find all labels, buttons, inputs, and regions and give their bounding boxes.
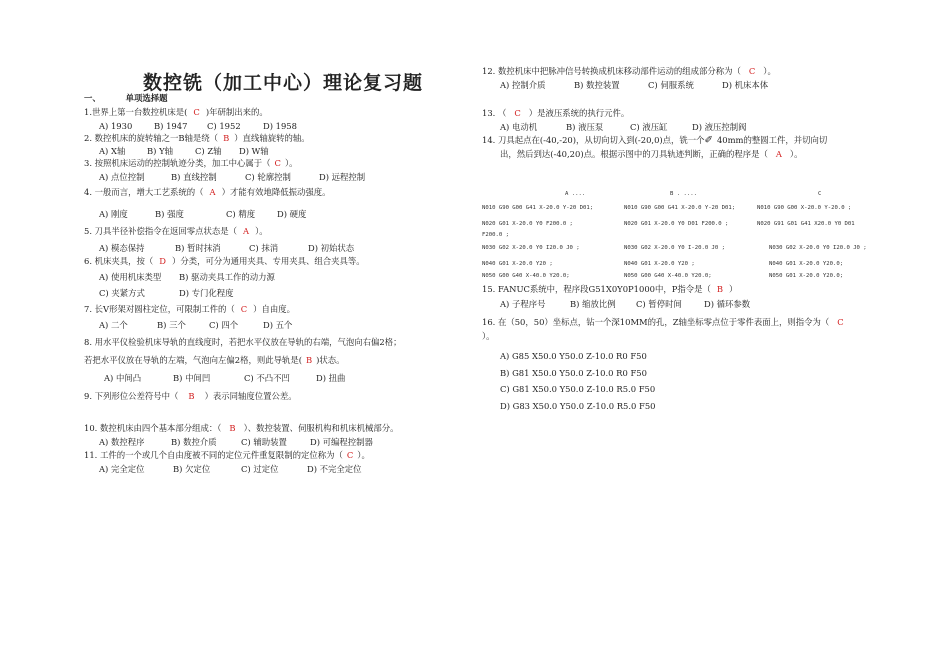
question-text: 13. （ (482, 108, 507, 118)
option: A) 中间凸 (104, 373, 142, 383)
question-text: 1.世界上第一台数控机床是( (84, 107, 188, 117)
option: A) G85 X50.0 Y50.0 Z-10.0 R0 F50 (500, 351, 647, 361)
question-1 (84, 107, 268, 118)
program-c (757, 204, 855, 228)
question-text: 16. 在（50，50）坐标点，钻一个深10MM的孔，Z轴坐标零点位于零件表面上，则指令为（ (482, 317, 830, 327)
program-line: N030 G02 X-20.0 Y0 I20.0 J0 ; (769, 245, 867, 251)
program-line: N020 G01 X-20.0 Y0 D01 F200.0 ; (624, 221, 729, 227)
answer: A (243, 226, 250, 236)
question-text: ）。 (255, 226, 268, 236)
question-text: ）直线轴旋转的轴。 (234, 133, 310, 143)
option: B) Y轴 (147, 146, 173, 156)
option: C) 精度 (226, 209, 256, 219)
question-2 (84, 133, 310, 144)
program-a-label: A .... (565, 191, 586, 197)
answer: B (305, 355, 313, 365)
answer: D (159, 256, 166, 266)
mill-cutter-icon: ✐ (704, 135, 713, 146)
answer: B (229, 423, 236, 433)
question-text: ）。 (357, 450, 370, 460)
option: A) 子程序号 (500, 299, 546, 309)
question-text: 9. 下列形位公差符号中（ (84, 391, 179, 401)
program-line: N040 G01 X-20.0 Y20 ; (482, 261, 553, 267)
answer: A (775, 149, 782, 159)
option: A) 数控程序 (99, 437, 145, 447)
option: C) 伺服系统 (648, 80, 694, 90)
option: A) 控制介质 (500, 80, 546, 90)
program-line: N050 G01 X-20.0 Y20.0; (769, 273, 844, 279)
question-8-line1: 8. 用水平仪检验机床导轨的直线度时，若把水平仪放在导轨的右端，气泡向右偏2格； (84, 337, 402, 347)
question-15 (482, 284, 737, 295)
program-c-rest (769, 244, 867, 280)
question-text: ）。 (284, 158, 298, 168)
question-16-end: ）。 (482, 331, 495, 341)
option: A) X轴 (99, 146, 126, 156)
option: B) G81 X50.0 Y50.0 Z-10.0 R0 F50 (500, 367, 647, 378)
options-10 (99, 437, 373, 448)
option: C) 不凸不凹 (244, 373, 290, 383)
option: D) G83 X50.0 Y50.0 Z-10.0 R5.0 F50 (500, 400, 656, 411)
option: B) 数控介质 (171, 437, 217, 447)
option: D) 1958 (263, 121, 297, 131)
question-text: 12. 数控机床中把脉冲信号转换成机床移动部件运动的组成部分称为（ (482, 66, 741, 76)
option: D) 专门化程度 (179, 288, 234, 298)
question-text: 14. 刀具起点在(-40,-20)，从切向切入到(-20,0)点，铣一个 (482, 135, 705, 145)
question-text: ）才能有效地降低振动强度。 (221, 187, 331, 197)
question-text: ）、数控装置、伺服机构和机床机械部分。 (243, 423, 399, 433)
question-text: 2. 数控机床的旋转轴之一B轴是绕（ (84, 133, 219, 143)
option: C) Z轴 (195, 146, 222, 156)
question-text: 7. 长V形架对圆柱定位，可限制工件的（ (84, 304, 235, 314)
option: D) 循环参数 (704, 299, 751, 309)
option: B) 中间凹 (173, 373, 211, 383)
options-15 (500, 299, 751, 310)
options-5 (99, 243, 355, 254)
program-line: N040 G01 X-20.0 Y20 ; (624, 261, 695, 267)
options-12 (500, 80, 769, 91)
option: B) 强度 (155, 209, 184, 219)
option: D) 可编程控制器 (310, 437, 373, 447)
question-7 (84, 304, 295, 315)
question-text: 6. 机床夹具，按（ (84, 256, 154, 266)
answer: C (837, 317, 844, 327)
option: D) 初始状态 (308, 243, 355, 253)
option: A) 完全定位 (99, 464, 145, 474)
option: B) 暂时抹消 (175, 243, 221, 253)
program-line: N030 G02 X-20.0 Y0 I-20.0 J0 ; (624, 245, 726, 251)
option: C) 1952 (207, 121, 241, 131)
program-line: N020 G91 G01 G41 X20.0 Y0 D01 (757, 221, 855, 227)
answer: A (209, 187, 216, 197)
question-text: ）。 (763, 66, 776, 76)
question-3 (84, 158, 298, 169)
program-b (624, 204, 735, 280)
question-text: ） (729, 284, 738, 294)
section-number: 一、 (84, 93, 101, 103)
question-9 (84, 391, 297, 402)
question-text: ）分类，可分为通用夹具、专用夹具、组合夹具等。 (172, 256, 365, 266)
option: D) 不完全定位 (307, 464, 362, 474)
program-line: N010 G90 G00 G41 X-20.0 Y-20 D01; (482, 205, 594, 211)
program-c-label: C (818, 191, 822, 197)
option: C) 夹紧方式 (99, 288, 145, 298)
program-line: N020 G01 X-20.0 Y0 F200.0 ; (482, 221, 573, 227)
option: D) 扭曲 (316, 373, 346, 383)
option: C) 抹消 (249, 243, 279, 253)
program-a (482, 204, 593, 280)
option: D) 机床本体 (722, 80, 769, 90)
options-8 (104, 373, 346, 384)
option: B) 三个 (157, 320, 186, 330)
options-6a (99, 272, 275, 283)
answer: C (193, 107, 200, 117)
answer: C (346, 450, 354, 460)
option: A) 1930 (99, 121, 133, 131)
option: C) 过定位 (241, 464, 279, 474)
question-text: 15. FANUC系统中，程序段G51X0Y0P1000中，P指令是（ (482, 284, 711, 294)
program-line: N040 G01 X-20.0 Y20.0; (769, 261, 844, 267)
question-text: )状态。 (316, 355, 345, 365)
section-name: 单项选择题 (125, 93, 168, 103)
program-b-label: B . .... (670, 191, 697, 197)
program-line: N010 G90 G00 X-20.0 Y-20.0 ; (757, 205, 852, 211)
question-text: ）自由度。 (253, 304, 295, 314)
answer: B (188, 391, 195, 401)
option: B) 直线控制 (171, 172, 217, 182)
answer: B (716, 284, 724, 294)
option: C) 液压缸 (630, 122, 668, 132)
question-text: 若把水平仪放在导轨的左端，气泡向左偏2格，则此导轨是( (84, 355, 302, 365)
question-10 (84, 423, 399, 434)
option: D) 液压控制阀 (692, 122, 747, 132)
option: A) 使用机床类型 (99, 272, 162, 282)
options-11 (99, 464, 362, 475)
option: C) 辅助装置 (241, 437, 287, 447)
question-4 (84, 187, 330, 198)
option: A) 电动机 (500, 122, 538, 132)
answer: C (748, 66, 756, 76)
option: B) 驱动夹具工作的动力源 (179, 272, 275, 282)
option: A) 二个 (99, 320, 128, 330)
options-16 (500, 348, 655, 414)
question-text: 5. 刀具半径补偿指令在返回零点状态是（ (84, 226, 238, 236)
option: C) 暂停时间 (636, 299, 682, 309)
answer: C (240, 304, 248, 314)
question-text: 出，然后到达(-40,20)点。根据示图中的刀具轨迹判断，正确的程序是（ (500, 149, 768, 159)
options-3 (99, 172, 366, 183)
question-text: 40mm的整圆工件，并切向切 (716, 135, 828, 145)
question-5 (84, 226, 268, 237)
section-heading (84, 93, 168, 104)
option: D) W轴 (239, 146, 269, 156)
option: D) 硬度 (277, 209, 307, 219)
option: D) 远程控制 (319, 172, 366, 182)
program-line: N010 G90 G00 G41 X-20.0 Y-20 D01; (624, 205, 736, 211)
option: B) 缩放比例 (570, 299, 616, 309)
options-1 (99, 121, 297, 132)
program-c-cont: F200.0 ; (482, 232, 509, 238)
option: C) G81 X50.0 Y50.0 Z-10.0 R5.0 F50 (500, 384, 656, 394)
option: B) 液压泵 (566, 122, 604, 132)
question-text: ）是液压系统的执行元件。 (528, 108, 630, 118)
option: B) 1947 (154, 121, 188, 131)
question-text: ）。 (789, 149, 803, 159)
page-title: 数控铣（加工中心）理论复习题 (143, 72, 424, 94)
question-14 (500, 149, 802, 160)
option: B) 数控装置 (574, 80, 620, 90)
question-12 (482, 66, 776, 77)
option: C) 四个 (209, 320, 239, 330)
program-line: N050 G00 G40 X-40.0 Y20.0; (624, 273, 712, 279)
answer: C (274, 158, 281, 168)
options-4 (99, 209, 307, 220)
answer: C (514, 108, 521, 118)
answer: B (223, 133, 230, 143)
options-13 (500, 122, 747, 133)
options-2 (99, 146, 269, 157)
question-text: ）表示同轴度位置公差。 (204, 391, 297, 401)
option: D) 五个 (263, 320, 293, 330)
options-6b (99, 288, 234, 299)
question-8 (84, 355, 345, 366)
question-text: 4. 一般而言，增大工艺系统的（ (84, 187, 204, 197)
question-14-line1 (482, 135, 827, 146)
question-text: 10. 数控机床由四个基本部分组成：（ (84, 423, 222, 433)
question-text: 3. 按照机床运动的控制轨迹分类，加工中心属于（ (84, 158, 271, 168)
option: A) 刚度 (99, 209, 128, 219)
question-16 (482, 317, 852, 328)
question-6 (84, 256, 365, 267)
question-11 (84, 450, 370, 461)
option: C) 轮廓控制 (245, 172, 291, 182)
program-line: N050 G00 G40 X-40.0 Y20.0; (482, 273, 570, 279)
question-text: 11. 工件的一个或几个自由度被不同的定位元件重复限制的定位称为（ (84, 450, 343, 460)
options-7 (99, 320, 293, 331)
option: A) 点位控制 (99, 172, 145, 182)
question-text: )年研制出来的。 (205, 107, 268, 117)
program-line: N030 G02 X-20.0 Y0 I20.0 J0 ; (482, 245, 580, 251)
option: A) 模态保持 (99, 243, 145, 253)
question-13 (482, 108, 629, 119)
option: B) 欠定位 (173, 464, 211, 474)
